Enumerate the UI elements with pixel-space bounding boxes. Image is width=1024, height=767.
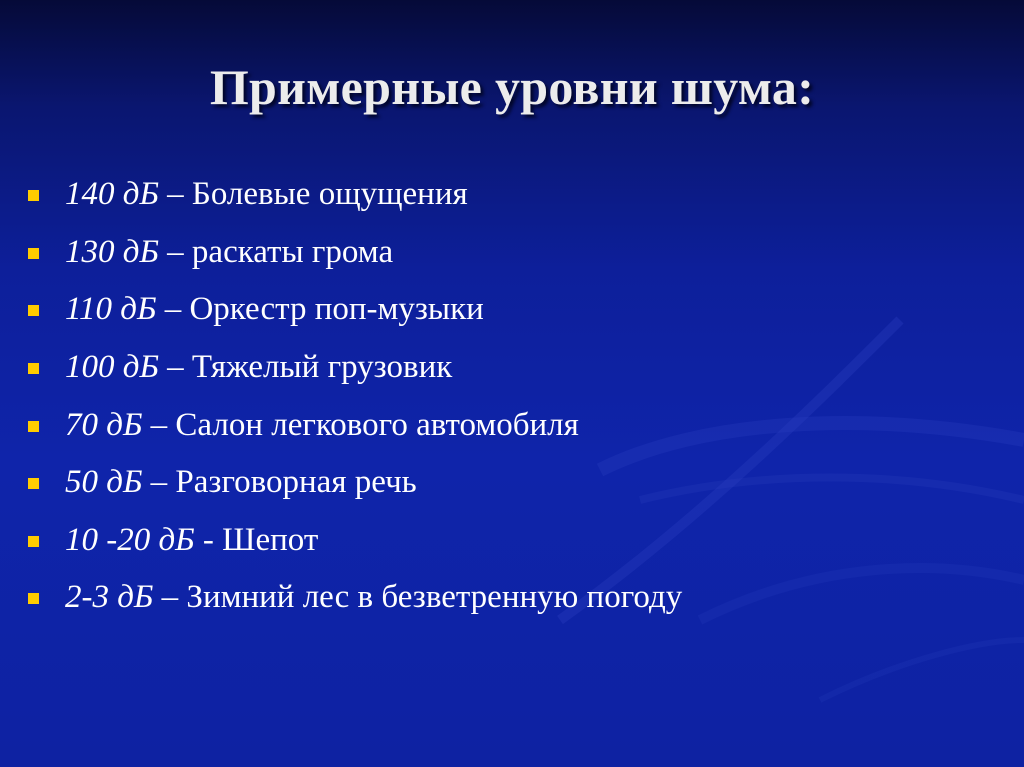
- separator: –: [158, 349, 192, 386]
- bullet-square-icon: [28, 190, 39, 201]
- list-item: [28, 454, 682, 512]
- list-item: [28, 339, 682, 397]
- noise-source-text: Оркестр поп-музыки: [189, 291, 484, 328]
- list-item: [28, 166, 682, 224]
- list-item: [28, 512, 682, 570]
- noise-source-text: Разговорная речь: [175, 464, 417, 501]
- noise-level-value: 130 дБ: [65, 233, 159, 270]
- bullet-square-icon: [28, 305, 39, 316]
- separator: –: [142, 464, 176, 501]
- noise-level-value: 140 дБ: [65, 176, 159, 213]
- list-item: [28, 569, 682, 627]
- noise-source-text: Салон легкового автомобиля: [175, 406, 579, 443]
- bullet-square-icon: [28, 248, 39, 259]
- list-item: [28, 224, 682, 282]
- bullet-square-icon: [28, 421, 39, 432]
- separator: –: [153, 579, 187, 616]
- noise-source-text: Тяжелый грузовик: [191, 349, 453, 386]
- noise-level-value: 100 дБ: [65, 349, 159, 386]
- slide-title: Примерные уровни шума:: [209, 59, 815, 115]
- noise-level-value: 2-3 дБ: [65, 579, 154, 616]
- noise-level-value: 70 дБ: [65, 406, 143, 443]
- noise-source-text: раскаты грома: [191, 233, 394, 270]
- separator: –: [156, 291, 190, 328]
- noise-source-text: Шепот: [222, 521, 319, 558]
- bullet-square-icon: [28, 363, 39, 374]
- separator: –: [142, 406, 176, 443]
- bullet-square-icon: [28, 593, 39, 604]
- separator: -: [194, 521, 223, 558]
- noise-level-value: 110 дБ: [65, 291, 157, 328]
- separator: –: [158, 176, 192, 213]
- bullet-square-icon: [28, 536, 39, 547]
- bullet-square-icon: [28, 478, 39, 489]
- separator: –: [158, 233, 192, 270]
- noise-level-value: 10 -20 дБ: [65, 521, 195, 558]
- noise-source-text: Болевые ощущения: [191, 176, 468, 213]
- list-item: [28, 281, 682, 339]
- list-item: [28, 396, 682, 454]
- noise-level-value: 50 дБ: [65, 464, 143, 501]
- noise-source-text: Зимний лес в безветренную погоду: [186, 579, 683, 616]
- noise-level-list: [28, 166, 682, 627]
